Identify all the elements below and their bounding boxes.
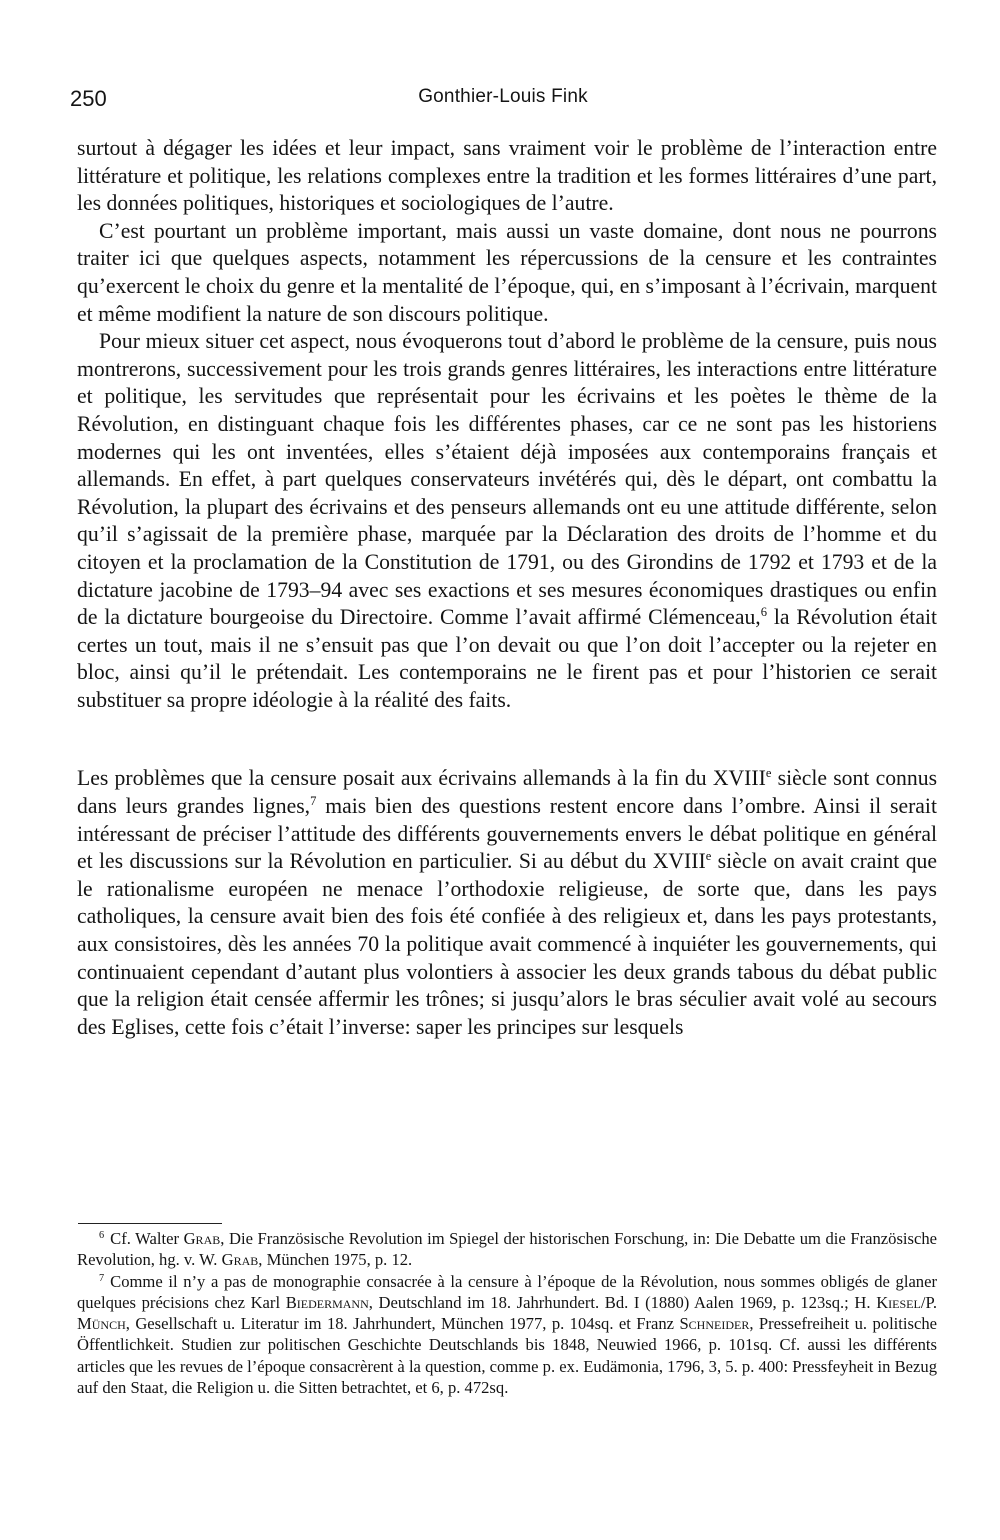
author-name: Grab	[221, 1250, 259, 1270]
footnote-7-text: , Gesellschaft u. Literatur im 18. Jahrhundert, München 1977, p. 104sq. et Franz	[125, 1314, 680, 1334]
author-name: Biedermann	[285, 1292, 369, 1312]
footnote-6-text: , München 1975, p. 12.	[258, 1250, 413, 1270]
page-number: 250	[70, 86, 107, 111]
paragraph-4-text-b: siècle sont connus dans leurs grandes lignes,	[77, 766, 938, 819]
paragraph-1	[77, 135, 937, 218]
author-name: Schneider	[679, 1314, 750, 1334]
paragraph-4	[77, 765, 937, 1041]
paragraph-4-text-c: mais bien des questions restent encore dans l’ombre. Ainsi il serait intéressant de préciser l’attitude des différents gouvernements envers le débat politique en général et les discussions sur la Révolution en particulier. Si au début du XVIII	[77, 794, 937, 874]
paragraph-3-text-a: Pour mieux situer cet aspect, nous évoquerons tout d’abord le problème de la censure, puis nous montrerons, successivement pour les trois grands genres littéraires, les interactions entre littérature et politique, les servitudes que représentait pour les écrivains et les poètes le thème de la Révolution, en distinguant chaque fois les différentes phases, car ce ne sont pas les historiens modernes qui les ont inventées, elles s’étaient déjà imposées aux contemporains français et allemands. En effet, à part quelques conservateurs invétérés qui, dès le départ, ont combattu la Révolution, la plupart des écrivains et des penseurs allemands ont eu une attitude différente, selon qu’il s’agissait de la première phase, marquée par la Déclaration des droits de l’homme et du citoyen et la proclamation de la Constitution de 1791, ou des Girondins de 1792 et 1793 et de la dictature jacobine de 1793–94 avec ses exactions et ses mesures économiques drastiques ou enfin de la dictature bourgeoise du Directoire. Comme l’avait affirmé Clémenceau,	[77, 329, 937, 630]
paragraph-3	[77, 328, 937, 714]
running-head: Gonthier-Louis Fink	[418, 86, 588, 107]
paragraph-4-text-d: siècle on avait craint que le rationalisme européen ne menace l’orthodoxie religieuse, de sorte que, dans les pays catholiques, la censure avait bien des fois été confiée à des religieux et, dans les pays protestants, aux consistoires, dès les années 70 la politique avait commencé à inquiéter les gouvernements, qui continuaient cependant d’autant plus volontiers à associer les deux grands tabous du débat public que la religion était censée affermir les trônes; si jusqu’alors le bras séculier avait volé au secours des Eglises, cette fois c’était l’inverse: saper les principes sur lesquels	[77, 849, 938, 1039]
footnotes	[77, 1228, 937, 1398]
footnote-6-number: 6	[99, 1230, 105, 1242]
footnote-7-text: Comme il n’y a pas de monographie consacrée à la censure à l’époque de la Révolution, nous sommes obligés de glaner quelques précisions chez Karl	[77, 1271, 937, 1312]
paragraph-2	[77, 218, 937, 328]
footnote-7-text: , Pressefreiheit u. politische Öffentlichkeit. Studien zur politischen Geschichte Deutschlands bis 1848, Neuwied 1966, p. 101sq. Cf. aussi les différents articles que les revues de l’époque consacrèrent à la question, comme p. ex. Eudämonia, 1796, 3, 5. p. 400: Pressfeyheit in Bezug auf den Staat, die Religion u. die Sitten betrachtet, et 6, p. 472sq.	[77, 1314, 938, 1398]
superscript-e: e	[765, 766, 772, 781]
footnote-divider	[78, 1223, 222, 1224]
body-text	[77, 135, 937, 1041]
paragraph-1-text: surtout à dégager les idées et leur impact, sans vraiment voir le problème de l’interaction entre littérature et politique, les relations complexes entre la tradition et les formes littéraires d’une part, les données politiques, historiques et sociologiques de l’autre.	[77, 136, 937, 216]
paragraph-3-text-b: la Révolution était certes un tout, mais il ne s’ensuit pas que l’on devait ou que l’on doit l’accepter ou la rejeter en bloc, ainsi qu’il le prétendait. Les contemporains ne le firent pas et pour l’historien ce serait substituer sa propre idéologie à la réalité des faits.	[77, 605, 937, 712]
footnote-7-number: 7	[99, 1272, 105, 1284]
footnote-7-text: /P.	[920, 1292, 937, 1312]
author-name: Münch	[77, 1314, 126, 1334]
author-name: Kiesel	[876, 1292, 921, 1312]
superscript-e: e	[705, 849, 712, 864]
footnote-ref-7: 7	[310, 794, 317, 809]
footnote-7	[77, 1271, 937, 1399]
page-header	[70, 86, 936, 116]
footnote-ref-6: 6	[760, 605, 768, 620]
paragraph-2-text: C’est pourtant un problème important, mais aussi un vaste domaine, dont nous ne pourrons traiter ici que quelques aspects, notamment les répercussions de la censure et les contraintes qu’exercent le choix du genre et la mentalité de l’époque, qui, en s’imposant à l’écrivain, marquent et même modifient la nature de son discours politique.	[77, 218, 937, 326]
footnote-6-text: Cf. Walter	[110, 1229, 184, 1248]
footnote-7-text: , Deutschland im 18. Jahrhundert. Bd. I (1880) Aalen 1969, p. 123sq.; H.	[368, 1292, 877, 1312]
author-name: Grab	[183, 1229, 221, 1248]
footnote-6	[77, 1228, 937, 1271]
paragraph-4-text-a: Les problèmes que la censure posait aux écrivains allemands à la fin du XVIII	[77, 766, 766, 791]
footnote-6-text: , Die Französische Revolution im Spiegel der historischen Forschung, in: Die Debatte um die Französische Revolution, hg. v. W.	[77, 1229, 937, 1270]
